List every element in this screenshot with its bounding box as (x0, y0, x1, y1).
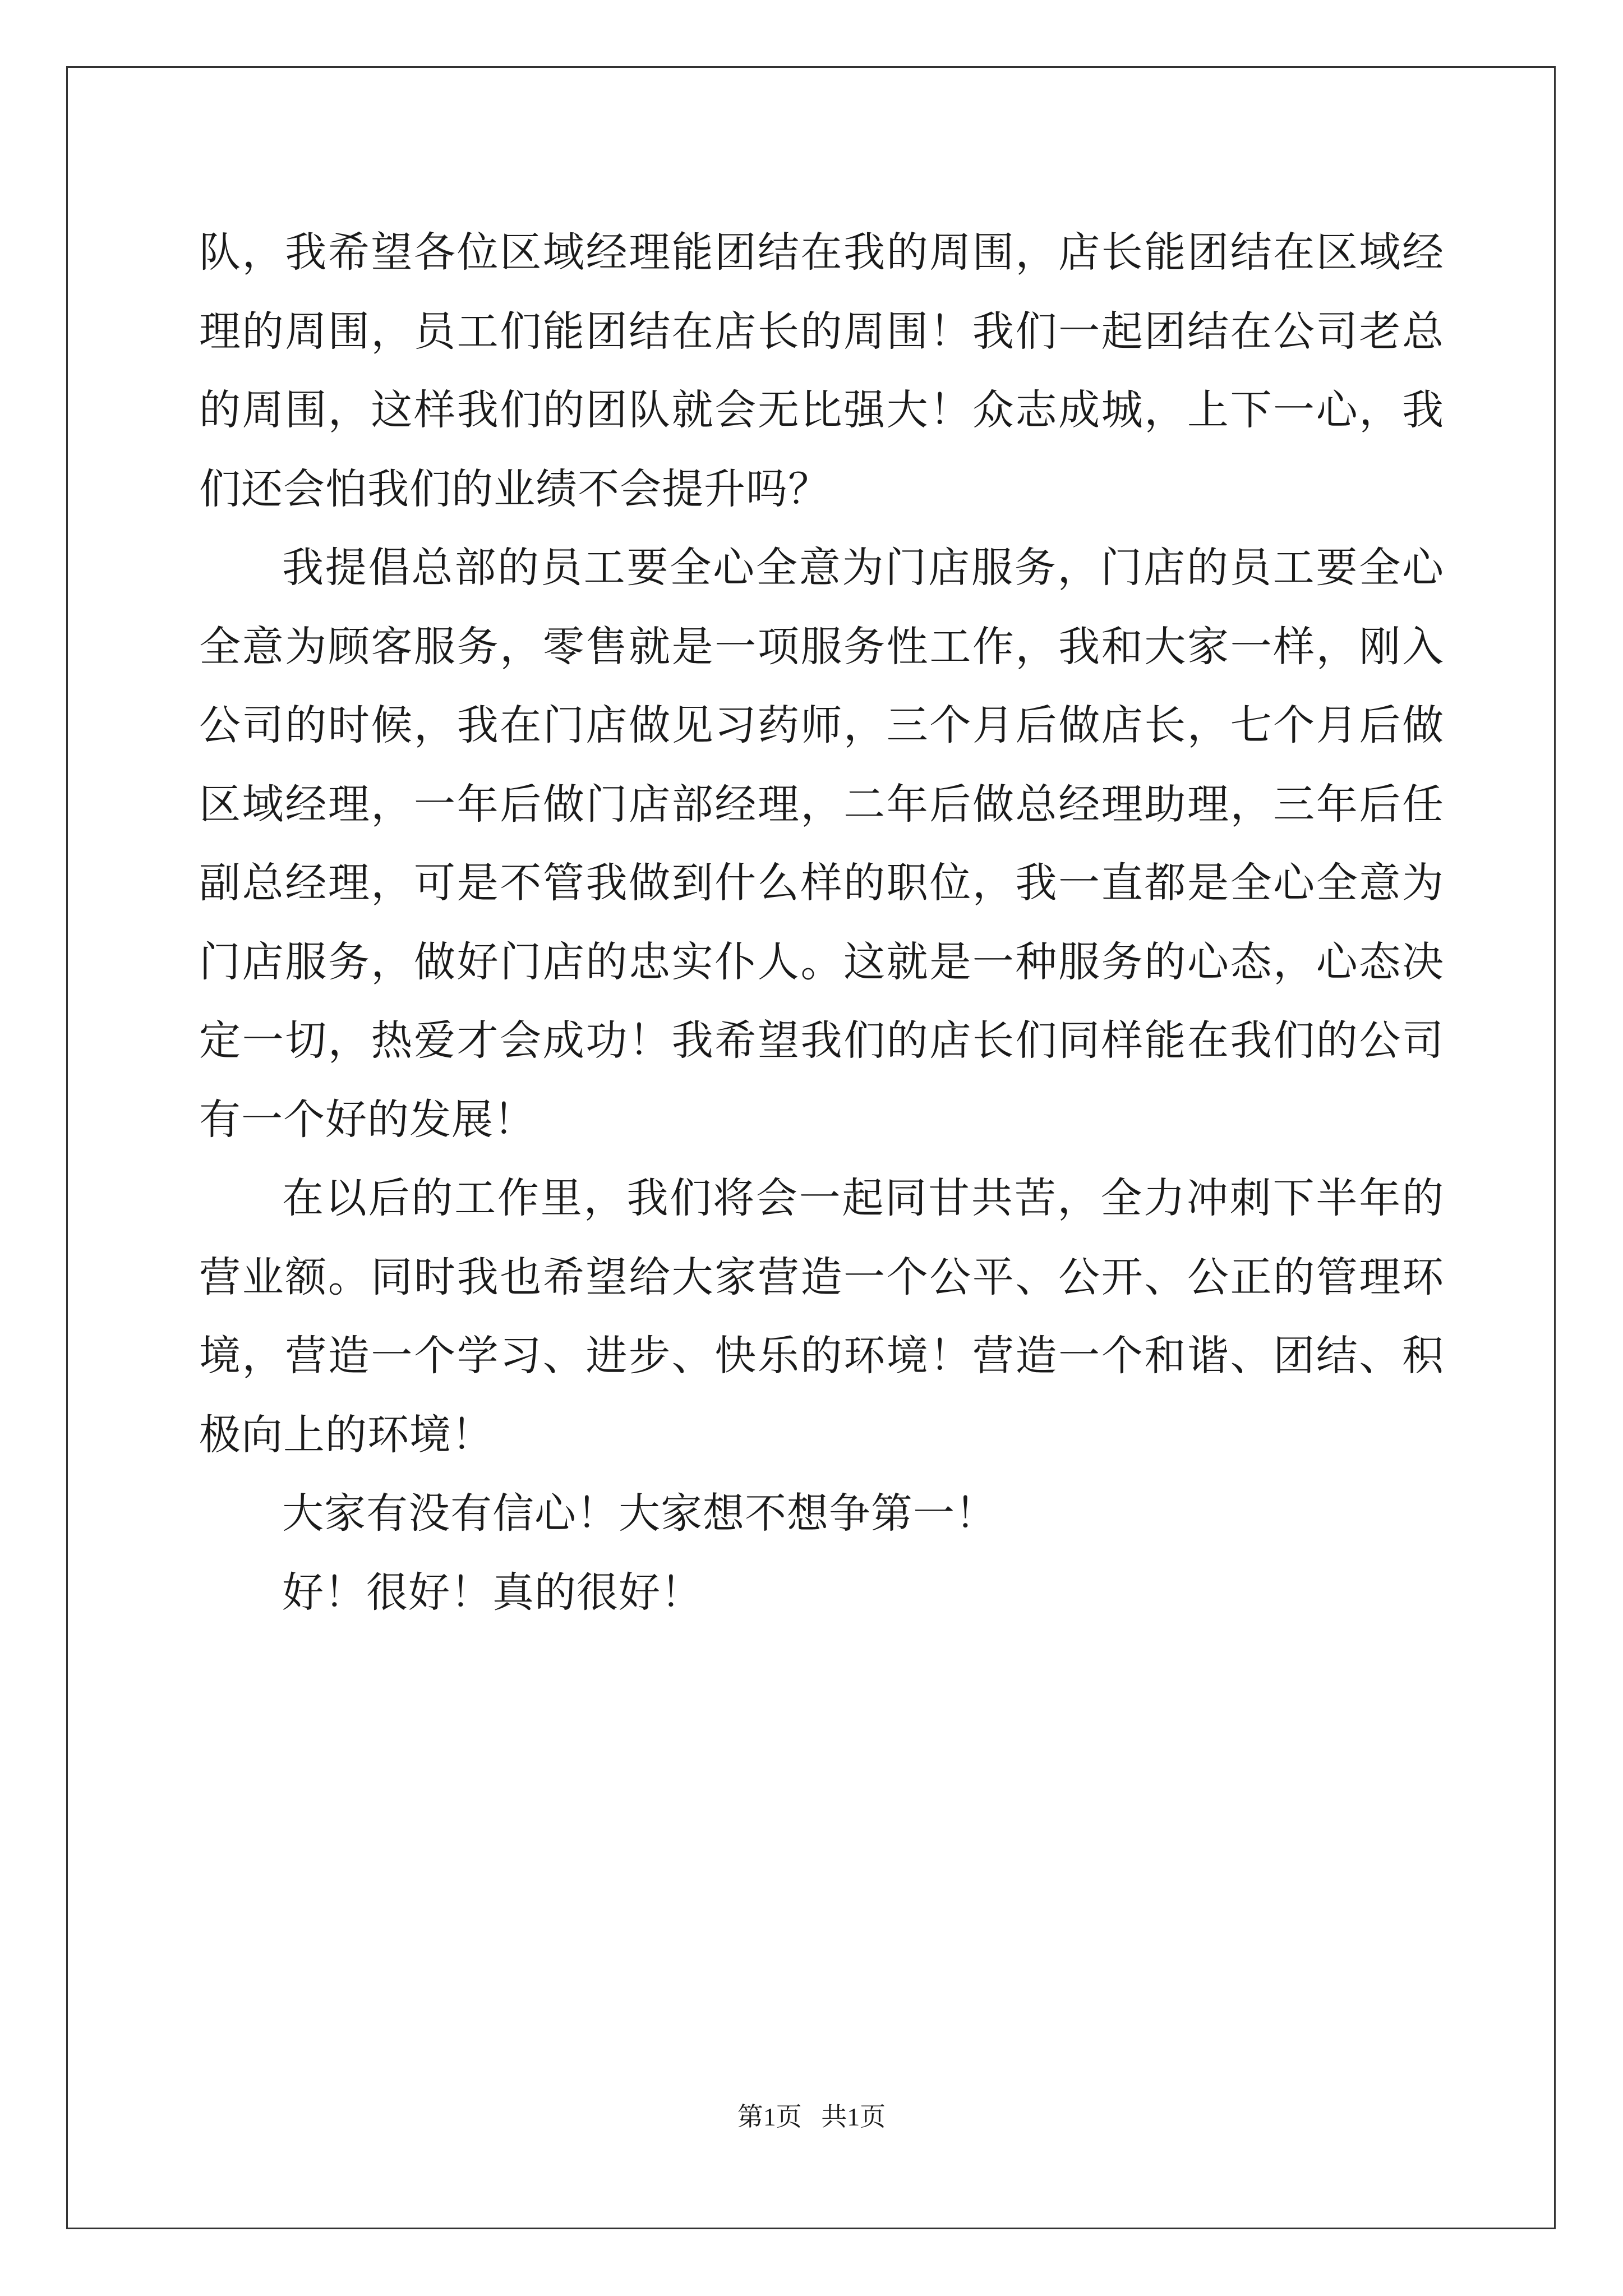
paragraph-confidence: 大家有没有信心！大家想不想争第一！ (282, 1489, 997, 1538)
paragraph-future-work: 在以后的工作里，我们将会一起同甘共苦，全力冲刺下半年的营业额。同时我也希望给大家营造一个公平、公开、公正的管理环境，营造一个学习、进步、快乐的环境！营造一个和谐、团结、积极向上的环境！ (199, 1174, 1444, 1459)
page-number: 第1页 (737, 2102, 802, 2131)
document-body (199, 213, 1444, 1632)
page-footer (0, 2096, 1623, 2133)
page-total: 共1页 (821, 2102, 886, 2131)
paragraph-closing: 好！很好！真的很好！ (282, 1568, 703, 1617)
paragraph-continued: 队，我希望各位区域经理能团结在我的周围，店长能团结在区域经理的周围，员工们能团结在店长的周围！我们一起团结在公司老总的周围，这样我们的团队就会无比强大！众志成城，上下一心，我们还会怕我们的业绩不会提升吗？ (199, 228, 1444, 513)
paragraph-service: 我提倡总部的员工要全心全意为门店服务，门店的员工要全心全意为顾客服务，零售就是一项服务性工作，我和大家一样，刚入公司的时候，我在门店做见习药师，三个月后做店长，七个月后做区域经理，一年后做门店部经理，二年后做总经理助理，三年后任副总经理，可是不管我做到什么样的职位，我一直都是全心全意为门店服务，做好门店的忠实仆人。这就是一种服务的心态，心态决定一切，热爱才会成功！我希望我们的店长们同样能在我们的公司有一个好的发展！ (199, 544, 1444, 1144)
